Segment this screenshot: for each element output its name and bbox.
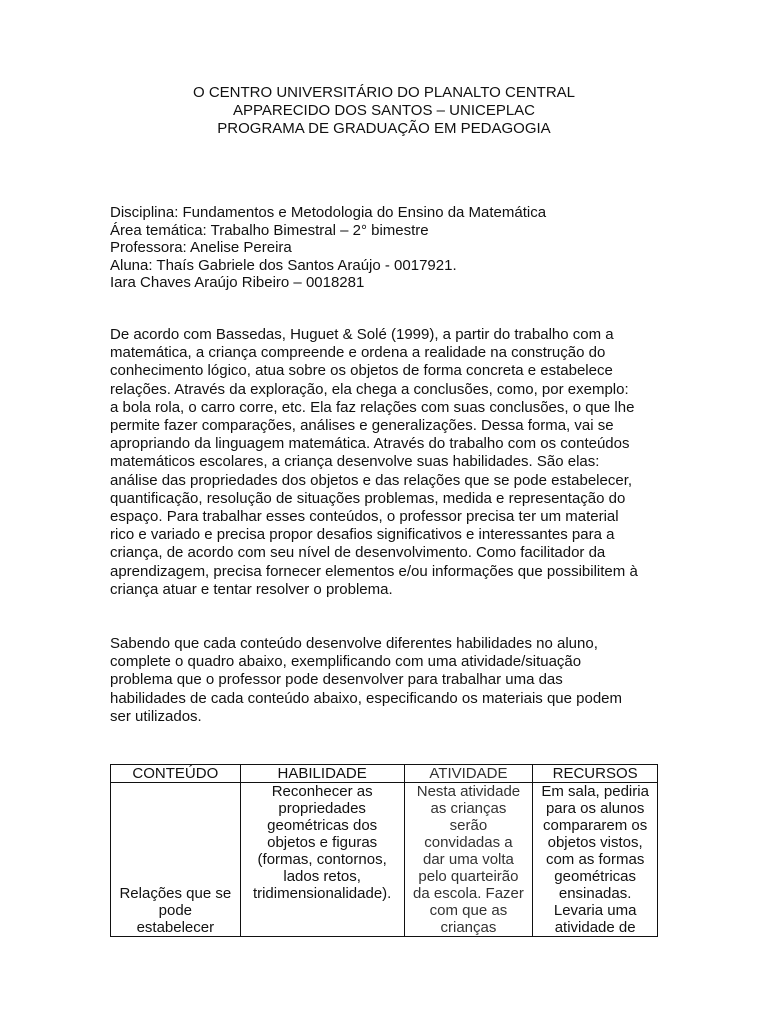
paragraph-line: espaço. Para trabalhar esses conteúdos, o professor precisa ter um material <box>110 508 619 526</box>
cell-text-line: convidadas a <box>424 834 513 851</box>
cell-text-line: lados retos, <box>283 868 361 885</box>
cell-text-line: estabelecer <box>136 919 215 936</box>
cell-text-line: geométricas dos <box>267 817 378 834</box>
student-line: Aluna: Thaís Gabriele dos Santos Araújo - 0017921. <box>110 256 457 274</box>
paragraph-line: matemáticos escolares, a criança desenvolve suas habilidades. São elas: <box>110 453 600 471</box>
paragraph-line: habilidades de cada conteúdo abaixo, especificando os materiais que podem <box>110 689 623 707</box>
professor-line: Professora: Anelise Pereira <box>110 239 292 256</box>
paragraph-line: criança, de acordo com seu nível de desenvolvimento. Como facilitador da <box>110 544 606 562</box>
paragraph-line: Sabendo que cada conteúdo desenvolve diferentes habilidades no aluno, <box>110 635 598 652</box>
paragraph-line: matemática, a criança compreende e ordena a realidade na construção do <box>110 344 606 362</box>
column-header-recursos: RECURSOS <box>533 765 658 783</box>
paragraph-line: rico e variado e precisa propor desafios significativos e interessantes para a <box>110 526 615 544</box>
paragraph-line: quantificação, resolução de situações problemas, medida e representação do <box>110 489 626 507</box>
cell-text-line: Relações que se <box>119 885 232 902</box>
cell-text-line: com as formas <box>545 851 645 868</box>
paragraph-line: conhecimento lógico, atua sobre os objetos de forma concreta e estabelece <box>110 362 613 380</box>
paragraph-line: apropriando da linguagem matemática. Através do trabalho com os conteúdos <box>110 435 630 453</box>
paragraph-line: criança atuar e tentar resolver o problema. <box>110 580 393 598</box>
cell-text-line: dar uma volta <box>423 851 514 868</box>
paragraph-line: ser utilizados. <box>110 707 202 725</box>
cell-atividade <box>404 783 533 937</box>
theme-area-line: Área temática: Trabalho Bimestral – 2° bimestre <box>110 221 429 239</box>
cell-text-line: compararem os <box>543 817 648 834</box>
cell-text-line: ensinadas. <box>558 885 632 902</box>
cell-recursos <box>533 783 658 937</box>
header-line: O CENTRO UNIVERSITÁRIO DO PLANALTO CENTRAL <box>192 84 575 101</box>
cell-text-line: pelo quarteirão <box>418 868 519 885</box>
paragraph-line: permite fazer comparações, análises e generalizações. Dessa forma, vai se <box>110 417 614 435</box>
cell-conteudo <box>111 783 241 937</box>
cell-text-line: Nesta atividade <box>416 783 521 800</box>
header-line: PROGRAMA DE GRADUAÇÃO EM PEDAGOGIA <box>217 120 551 137</box>
cell-text-line: crianças <box>440 919 497 936</box>
cell-text-line: geométricas <box>554 868 636 885</box>
cell-text-line: (formas, contornos, <box>257 851 387 868</box>
cell-text-line: serão <box>449 817 488 834</box>
cell-text-line: objetos vistos, <box>547 834 643 851</box>
column-header-atividade: ATIVIDADE <box>404 765 533 783</box>
column-header-conteudo: CONTEÚDO <box>111 765 241 783</box>
cell-text-line: as crianças <box>430 800 507 817</box>
course-info <box>110 204 670 292</box>
paragraph-line: relações. Através da exploração, ela chega a conclusões, como, por exemplo: <box>110 380 629 398</box>
cell-text-line: Reconhecer as <box>271 783 373 800</box>
activity-table <box>110 764 658 937</box>
intro-paragraph <box>110 326 670 599</box>
cell-text-line: pode <box>158 902 193 919</box>
table-header-row <box>111 765 658 783</box>
table-row <box>111 783 658 937</box>
cell-text-line: propriedades <box>278 800 366 817</box>
institution-header <box>0 84 768 138</box>
column-header-habilidade: HABILIDADE <box>240 765 404 783</box>
cell-text-line: com que as <box>429 902 508 919</box>
paragraph-line: análise das propriedades dos objetos e das relações que se pode estabelecer, <box>110 471 633 489</box>
cell-text-line: objetos e figuras <box>267 834 378 851</box>
paragraph-line: complete o quadro abaixo, exemplificando com uma atividade/situação <box>110 653 582 671</box>
student-line: Iara Chaves Araújo Ribeiro – 0018281 <box>110 274 365 291</box>
paragraph-line: problema que o professor pode desenvolver para trabalhar uma das <box>110 671 563 689</box>
header-line: APPARECIDO DOS SANTOS – UNICEPLAC <box>232 102 536 119</box>
instructions-paragraph <box>110 635 670 726</box>
discipline-line: Disciplina: Fundamentos e Metodologia do Ensino da Matemática <box>110 204 547 221</box>
paragraph-line: aprendizagem, precisa fornecer elementos e/ou informações que possibilitem à <box>110 562 638 580</box>
cell-habilidade <box>240 783 404 937</box>
cell-text-line: para os alunos <box>545 800 645 817</box>
cell-text-line: tridimensionalidade). <box>252 885 392 902</box>
paragraph-line: De acordo com Bassedas, Huguet & Solé (1999), a partir do trabalho com a <box>110 326 614 343</box>
paragraph-line: a bola rola, o carro corre, etc. Ela faz relações com suas conclusões, o que lhe <box>110 398 635 416</box>
cell-text-line: Em sala, pediria <box>541 783 649 800</box>
cell-text-line: Levaria uma <box>553 902 637 919</box>
cell-text-line: atividade de <box>554 919 636 936</box>
cell-text-line: da escola. Fazer <box>413 885 524 902</box>
